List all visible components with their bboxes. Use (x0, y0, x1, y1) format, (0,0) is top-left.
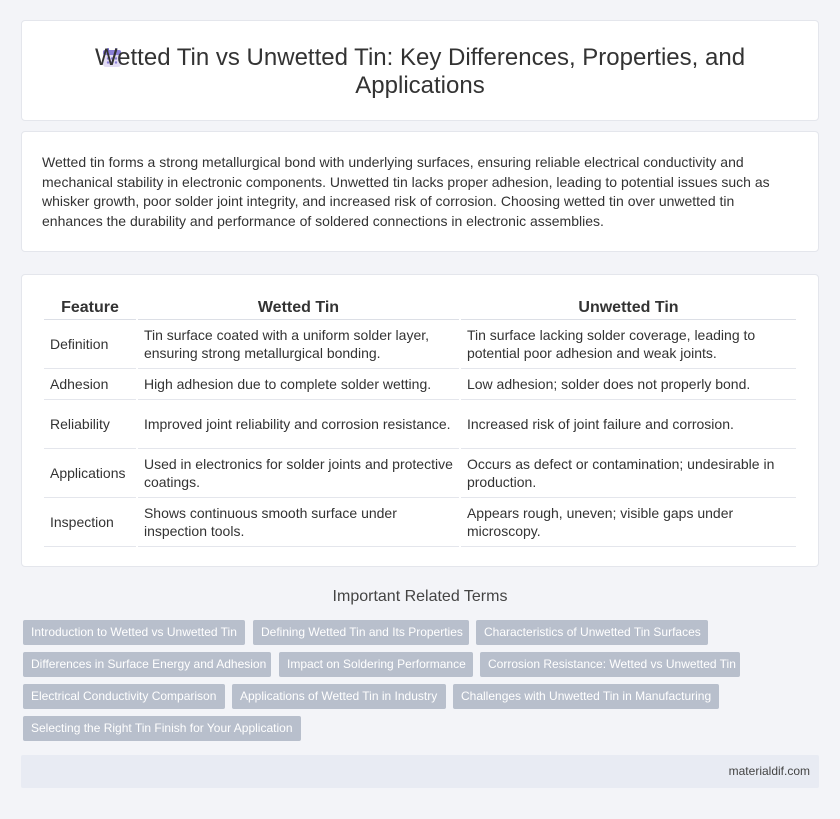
intro-text: Wetted tin forms a strong metallurgical bond with underlying surfaces, ensuring reliable electrical conductivity and mechanical stability in electronic components. Unwetted tin lacks proper adhesion, leading to potential issues such as whisker growth, poor solder joint integrity, and increased risk of corrosion. Choosing wetted tin over unwetted tin enhances the durability and performance of soldered connections in electronic assemblies. (42, 154, 770, 229)
comparison-table (42, 295, 798, 547)
related-term-tag[interactable]: Characteristics of Unwetted Tin Surfaces (476, 620, 708, 645)
wetted-cell: Used in electronics for solder joints and protective coatings. (138, 449, 459, 498)
table-row (44, 449, 796, 498)
related-term-tag[interactable]: Defining Wetted Tin and Its Properties (253, 620, 469, 645)
related-term-tag[interactable]: Corrosion Resistance: Wetted vs Unwetted Tin (480, 652, 740, 677)
feature-cell: Applications (44, 449, 136, 498)
unwetted-cell: Low adhesion; solder does not properly bond. (461, 369, 796, 400)
wetted-cell: High adhesion due to complete solder wetting. (138, 369, 459, 400)
table-header-row (44, 295, 796, 320)
unwetted-cell: Occurs as defect or contamination; undesirable in production. (461, 449, 796, 498)
intro-card (21, 131, 819, 252)
related-term-tag[interactable]: Selecting the Right Tin Finish for Your Application (23, 716, 301, 741)
related-term-tag[interactable]: Electrical Conductivity Comparison (23, 684, 225, 709)
wetted-cell: Shows continuous smooth surface under inspection tools. (138, 498, 459, 547)
header-unwetted-tin: Unwetted Tin (461, 295, 796, 320)
header-card (21, 20, 819, 121)
unwetted-cell: Increased risk of joint failure and corrosion. (461, 400, 796, 449)
related-term-tag[interactable]: Differences in Surface Energy and Adhesion (23, 652, 271, 677)
page-title: Wetted Tin vs Unwetted Tin: Key Differences, Properties, and Applications (94, 44, 746, 99)
footer-site-link[interactable]: materialdif.com (728, 764, 810, 778)
feature-cell: Definition (44, 320, 136, 369)
unwetted-cell: Tin surface lacking solder coverage, leading to potential poor adhesion and weak joints. (461, 320, 796, 369)
related-term-tag[interactable]: Challenges with Unwetted Tin in Manufacturing (453, 684, 719, 709)
related-term-tag[interactable]: Impact on Soldering Performance (279, 652, 473, 677)
related-terms-title: Important Related Terms (332, 588, 508, 605)
feature-cell: Reliability (44, 400, 136, 449)
table-row (44, 498, 796, 547)
table-row (44, 400, 796, 449)
table-row (44, 320, 796, 369)
feature-cell: Adhesion (44, 369, 136, 400)
comparison-card (21, 274, 819, 567)
table-row (44, 369, 796, 400)
unwetted-cell: Appears rough, uneven; visible gaps under microscopy. (461, 498, 796, 547)
wetted-cell: Improved joint reliability and corrosion resistance. (138, 400, 459, 449)
header-feature: Feature (44, 295, 136, 320)
feature-cell: Inspection (44, 498, 136, 547)
wetted-cell: Tin surface coated with a uniform solder layer, ensuring strong metallurgical bonding. (138, 320, 459, 369)
related-term-tag[interactable]: Applications of Wetted Tin in Industry (232, 684, 446, 709)
related-term-tag[interactable]: Introduction to Wetted vs Unwetted Tin (23, 620, 245, 645)
footer (21, 755, 819, 788)
header-wetted-tin: Wetted Tin (138, 295, 459, 320)
